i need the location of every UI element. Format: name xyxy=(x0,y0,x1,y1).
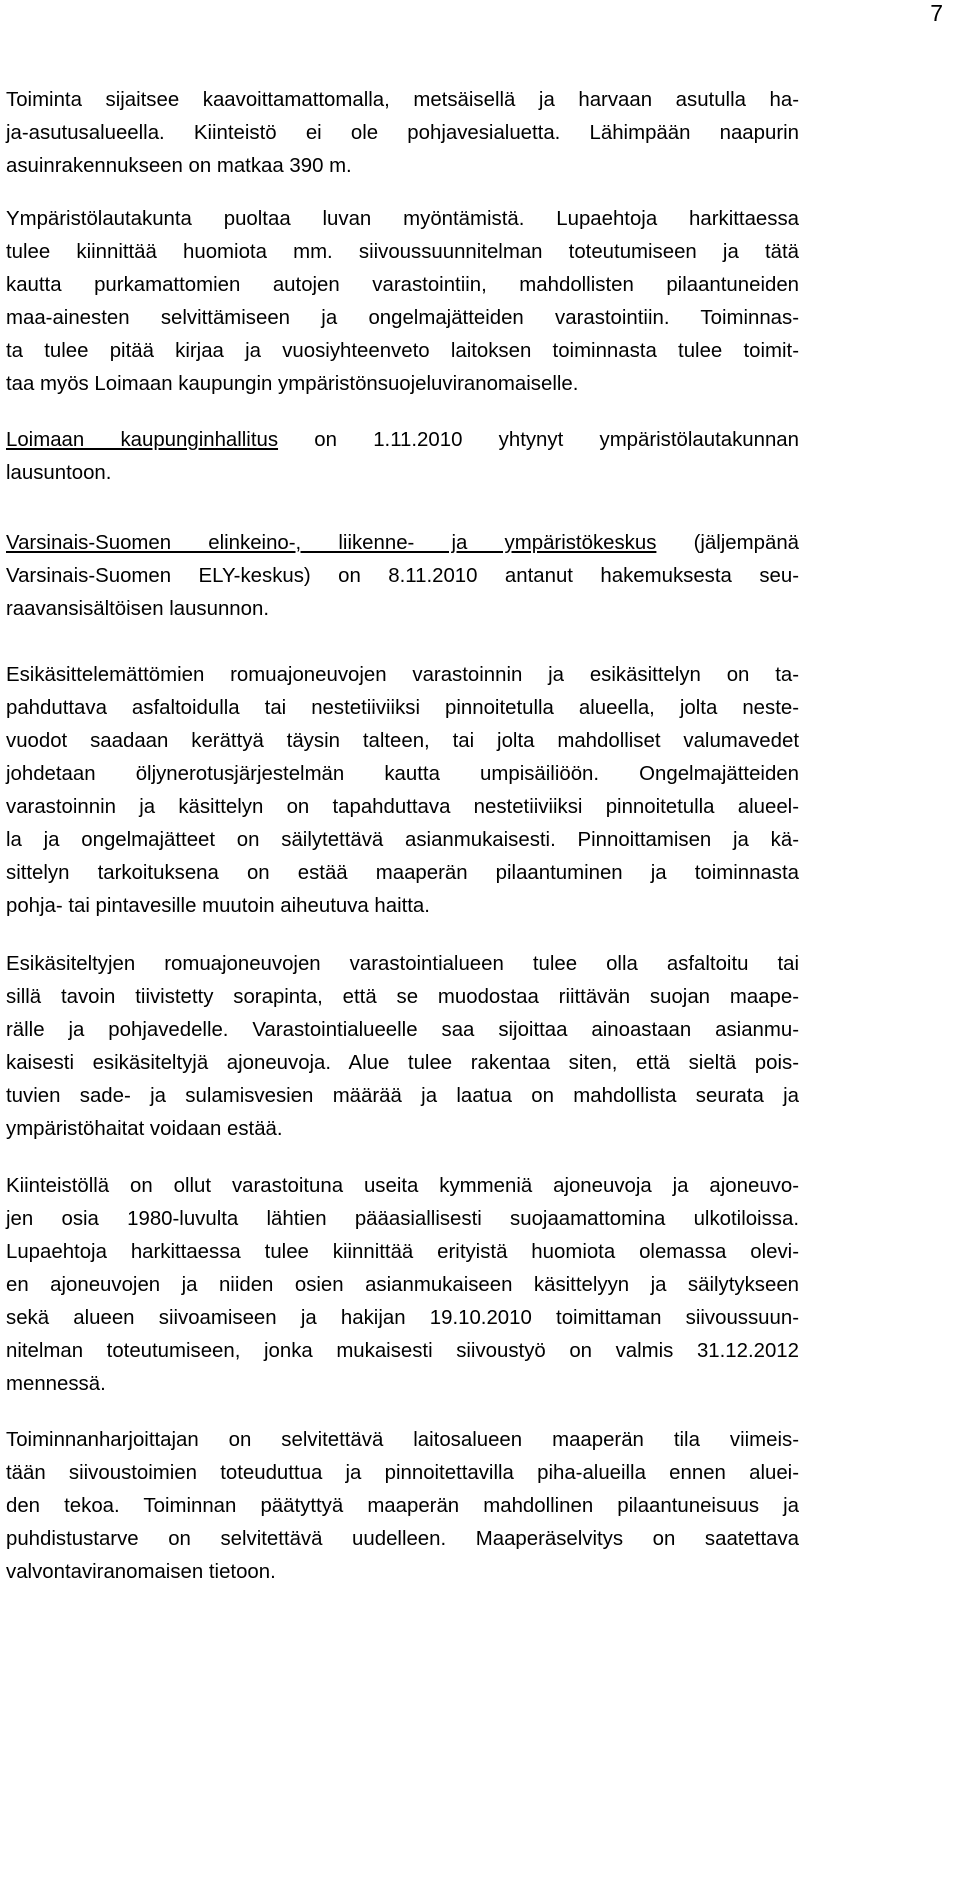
text-line: Kiinteistöllä on ollut varastoituna useita kymmeniä ajoneuvoja ja ajoneuvo- xyxy=(6,1175,799,1197)
text-line: tulee kiinnittää huomiota mm. siivoussuunnitelman toteutumiseen ja tätä xyxy=(6,241,799,263)
text-line: sillä tavoin tiivistetty sorapinta, että se muodostaa riittävän suojan maape- xyxy=(6,986,799,1008)
text-line: lausuntoon. xyxy=(6,462,112,484)
paragraph-location xyxy=(6,84,799,183)
text-line: mennessä. xyxy=(6,1373,106,1395)
text-line: la ja ongelmajätteet on säilytettävä asianmukaisesti. Pinnoittamisen ja kä- xyxy=(6,829,799,851)
paragraph-city-board xyxy=(6,424,799,490)
text-line: Esikäsiteltyjen romuajoneuvojen varastointialueen tulee olla asfaltoitu tai xyxy=(6,953,799,975)
paragraph-soil-survey xyxy=(6,1424,799,1589)
text-line xyxy=(6,424,799,457)
text-line: pahduttava asfaltoidulla tai nestetiiviiksi pinnoitetulla alueella, jolta neste- xyxy=(6,697,799,719)
paragraph-ely-centre xyxy=(6,527,799,626)
text-line: rälle ja pohjavedelle. Varastointialueelle saa sijoittaa ainoastaan asianmu- xyxy=(6,1019,799,1041)
text-line: puhdistustarve on selvitettävä uudelleen. Maaperäselvitys on saatettava xyxy=(6,1528,799,1550)
text-line: ympäristöhaitat voidaan estää. xyxy=(6,1118,283,1140)
text-line: vuodot saadaan kerättyä täysin talteen, tai jolta mahdolliset valumavedet xyxy=(6,730,799,752)
text-line: asuinrakennukseen on matkaa 390 m. xyxy=(6,155,352,177)
paragraph-stored-vehicles xyxy=(6,1170,799,1401)
city-board-name: Loimaan kaupunginhallitus xyxy=(6,429,279,451)
text-line: Lupaehtoja harkittaessa tulee kiinnittää erityistä huomiota olemassa olevi- xyxy=(6,1241,799,1263)
text-line: raavansisältöisen lausunnon. xyxy=(6,598,269,620)
text-line: den tekoa. Toiminnan päätyttyä maaperän mahdollinen pilaantuneisuus ja xyxy=(6,1495,799,1517)
paragraph-environment-board xyxy=(6,203,799,401)
page-number: 7 xyxy=(930,0,943,26)
text-line: johdetaan öljynerotusjärjestelmän kautta umpisäiliöön. Ongelmajätteiden xyxy=(6,763,799,785)
text-line: ta tulee pitää kirjaa ja vuosiyhteenveto laitoksen toiminnasta tulee toimit- xyxy=(6,340,799,362)
text-line: sittelyn tarkoituksena on estää maaperän pilaantuminen ja toiminnasta xyxy=(6,862,799,884)
text-line: Varsinais-Suomen ELY-keskus) on 8.11.2010 antanut hakemuksesta seu- xyxy=(6,565,799,587)
text-line: en ajoneuvojen ja niiden osien asianmukaiseen käsittelyyn ja säilytykseen xyxy=(6,1274,799,1296)
text-line xyxy=(6,527,799,560)
text-line: ja-asutusalueella. Kiinteistö ei ole pohjavesialuetta. Lähimpään naapurin xyxy=(6,122,799,144)
text-fragment: on 1.11.2010 yhtynyt ympäristölautakunnan xyxy=(278,429,799,451)
text-line: kautta purkamattomien autojen varastointiin, mahdollisten pilaantuneiden xyxy=(6,274,799,296)
text-line: Toiminta sijaitsee kaavoittamattomalla, metsäisellä ja harvaan asutulla ha- xyxy=(6,89,799,111)
paragraph-unprocessed-vehicles xyxy=(6,659,799,923)
text-line: taa myös Loimaan kaupungin ympäristönsuojeluviranomaiselle. xyxy=(6,373,579,395)
paragraph-processed-vehicles xyxy=(6,948,799,1146)
text-fragment: (jäljempänä xyxy=(656,532,799,554)
text-line: tään siivoustoimien toteuduttua ja pinnoitettavilla piha-alueilla ennen aluei- xyxy=(6,1462,799,1484)
text-line: varastoinnin ja käsittelyn on tapahduttava nestetiiviiksi pinnoitetulla alueel- xyxy=(6,796,799,818)
text-line: Ympäristölautakunta puoltaa luvan myöntämistä. Lupaehtoja harkittaessa xyxy=(6,208,799,230)
text-line: tuvien sade- ja sulamisvesien määrää ja laatua on mahdollista seurata ja xyxy=(6,1085,799,1107)
text-line: sekä alueen siivoamiseen ja hakijan 19.10.2010 toimittaman siivoussuun- xyxy=(6,1307,799,1329)
text-line: pohja- tai pintavesille muutoin aiheutuva haitta. xyxy=(6,895,430,917)
ely-centre-name: Varsinais-Suomen elinkeino-, liikenne- ja ympäristökeskus xyxy=(6,532,657,554)
text-line: Toiminnanharjoittajan on selvitettävä laitosalueen maaperän tila viimeis- xyxy=(6,1429,799,1451)
text-line: jen osia 1980-luvulta lähtien pääasiallisesti suojaamattomina ulkotiloissa. xyxy=(6,1208,799,1230)
text-line: Esikäsittelemättömien romuajoneuvojen varastoinnin ja esikäsittelyn on ta- xyxy=(6,664,799,686)
text-line: valvontaviranomaisen tietoon. xyxy=(6,1561,276,1583)
text-line: maa-ainesten selvittämiseen ja ongelmajätteiden varastointiin. Toiminnas- xyxy=(6,307,799,329)
text-line: kaisesti esikäsiteltyjä ajoneuvoja. Alue tulee rakentaa siten, että sieltä pois- xyxy=(6,1052,799,1074)
text-line: nitelman toteutumiseen, jonka mukaisesti siivoustyö on valmis 31.12.2012 xyxy=(6,1340,799,1362)
